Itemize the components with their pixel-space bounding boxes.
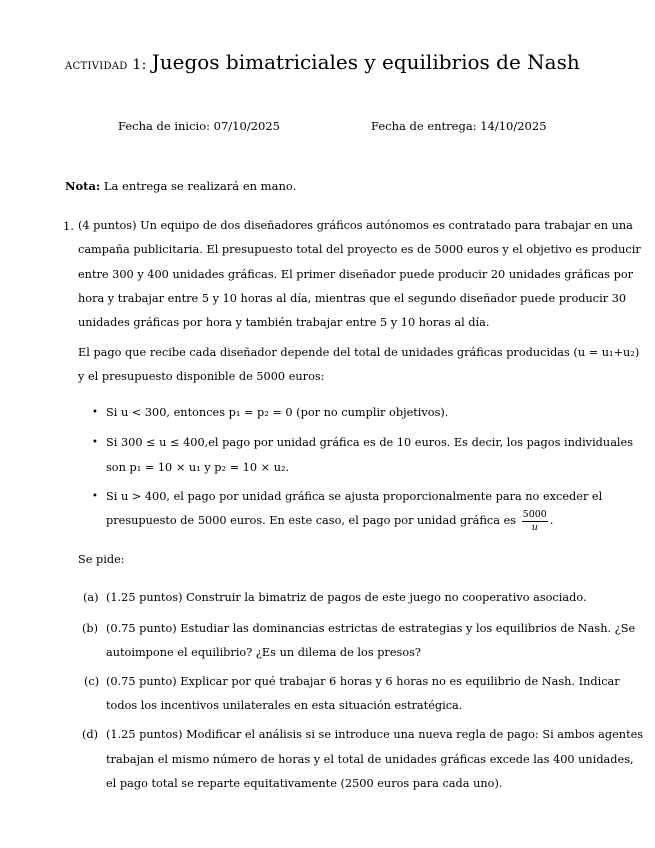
sentence-end: . xyxy=(549,514,554,527)
subitem-line: (0.75 punto) Explicar por qué trabajar 6 horas y 6 horas no es equilibrio de Nash. Indicar xyxy=(106,675,620,688)
bullet-icon: • xyxy=(92,407,98,418)
subitem-line: todos los incentivos unilaterales en esta situación estratégica. xyxy=(106,699,463,712)
ask-label: Se pide: xyxy=(78,553,125,566)
due-date: Fecha de entrega: 14/10/2025 xyxy=(371,119,547,133)
intro-line: entre 300 y 400 unidades gráficas. El primer diseñador puede producir 20 unidades gráficas por xyxy=(78,268,634,281)
subitem-label: (d) xyxy=(82,728,99,741)
subitem-line: autoimpone el equilibrio? ¿Es un dilema de los presos? xyxy=(106,646,421,659)
activity-label: actividad 1: xyxy=(65,57,147,73)
note-text: La entrega se realizará en mano. xyxy=(103,179,297,193)
page-title xyxy=(65,50,580,74)
subitem-line: (0.75 punto) Estudiar las dominancias estrictas de estrategias y los equilibrios de Nash. ¿Se xyxy=(106,622,636,635)
activity-title: Juegos bimatriciales y equilibrios de Nash xyxy=(151,50,580,74)
intro-line: campaña publicitaria. El presupuesto total del proyecto es de 5000 euros y el objetivo es producir xyxy=(78,243,641,256)
payment-line: y el presupuesto disponible de 5000 euros: xyxy=(78,370,325,383)
start-date: Fecha de inicio: 07/10/2025 xyxy=(118,119,280,133)
payment-line: El pago que recibe cada diseñador depende del total de unidades gráficas producidas (u = u₁+u₂) xyxy=(78,346,640,359)
fraction-numerator: 5000 xyxy=(522,508,547,520)
bullet-line: Si 300 ≤ u ≤ 400,el pago por unidad gráfica es de 10 euros. Es decir, los pagos individuales xyxy=(106,436,634,449)
subitem-label: (a) xyxy=(83,591,99,604)
bullet-line: son p₁ = 10 × u₁ y p₂ = 10 × u₂. xyxy=(106,461,290,474)
subitem-line: trabajan el mismo número de horas y el total de unidades gráficas excede las 400 unidades, xyxy=(106,753,634,766)
intro-line: unidades gráficas por hora y también trabajar entre 5 y 10 horas al día. xyxy=(78,316,490,329)
fraction-denominator: u xyxy=(531,521,538,533)
subitem-line: (1.25 puntos) Construir la bimatriz de pagos de este juego no cooperativo asociado. xyxy=(106,591,587,604)
subitem-label: (b) xyxy=(82,622,99,635)
note-label: Nota: xyxy=(65,179,101,193)
bullet-icon: • xyxy=(92,437,98,448)
intro-line: (4 puntos) Un equipo de dos diseñadores gráficos autónomos es contratado para trabajar en una xyxy=(78,219,633,232)
bullet-icon: • xyxy=(92,491,98,502)
intro-line: hora y trabajar entre 5 y 10 horas al día, mientras que el segundo diseñador puede producir 30 xyxy=(78,292,627,305)
problem-number: 1. xyxy=(63,219,74,233)
subitem-line: el pago total se reparte equitativamente (2500 euros para cada uno). xyxy=(106,777,503,790)
note xyxy=(65,179,296,193)
bullet-line-with-fraction xyxy=(106,508,553,534)
bullet-line: Si u > 400, el pago por unidad gráfica se ajusta proporcionalmente para no exceder el xyxy=(106,490,603,503)
bullet-line: Si u < 300, entonces p₁ = p₂ = 0 (por no cumplir objetivos). xyxy=(106,406,449,419)
fraction xyxy=(522,509,548,534)
bullet-text: presupuesto de 5000 euros. En este caso, el pago por unidad gráfica es xyxy=(106,514,517,527)
subitem-label: (c) xyxy=(84,675,100,688)
subitem-line: (1.25 puntos) Modificar el análisis si se introduce una nueva regla de pago: Si ambos agentes xyxy=(106,728,644,741)
